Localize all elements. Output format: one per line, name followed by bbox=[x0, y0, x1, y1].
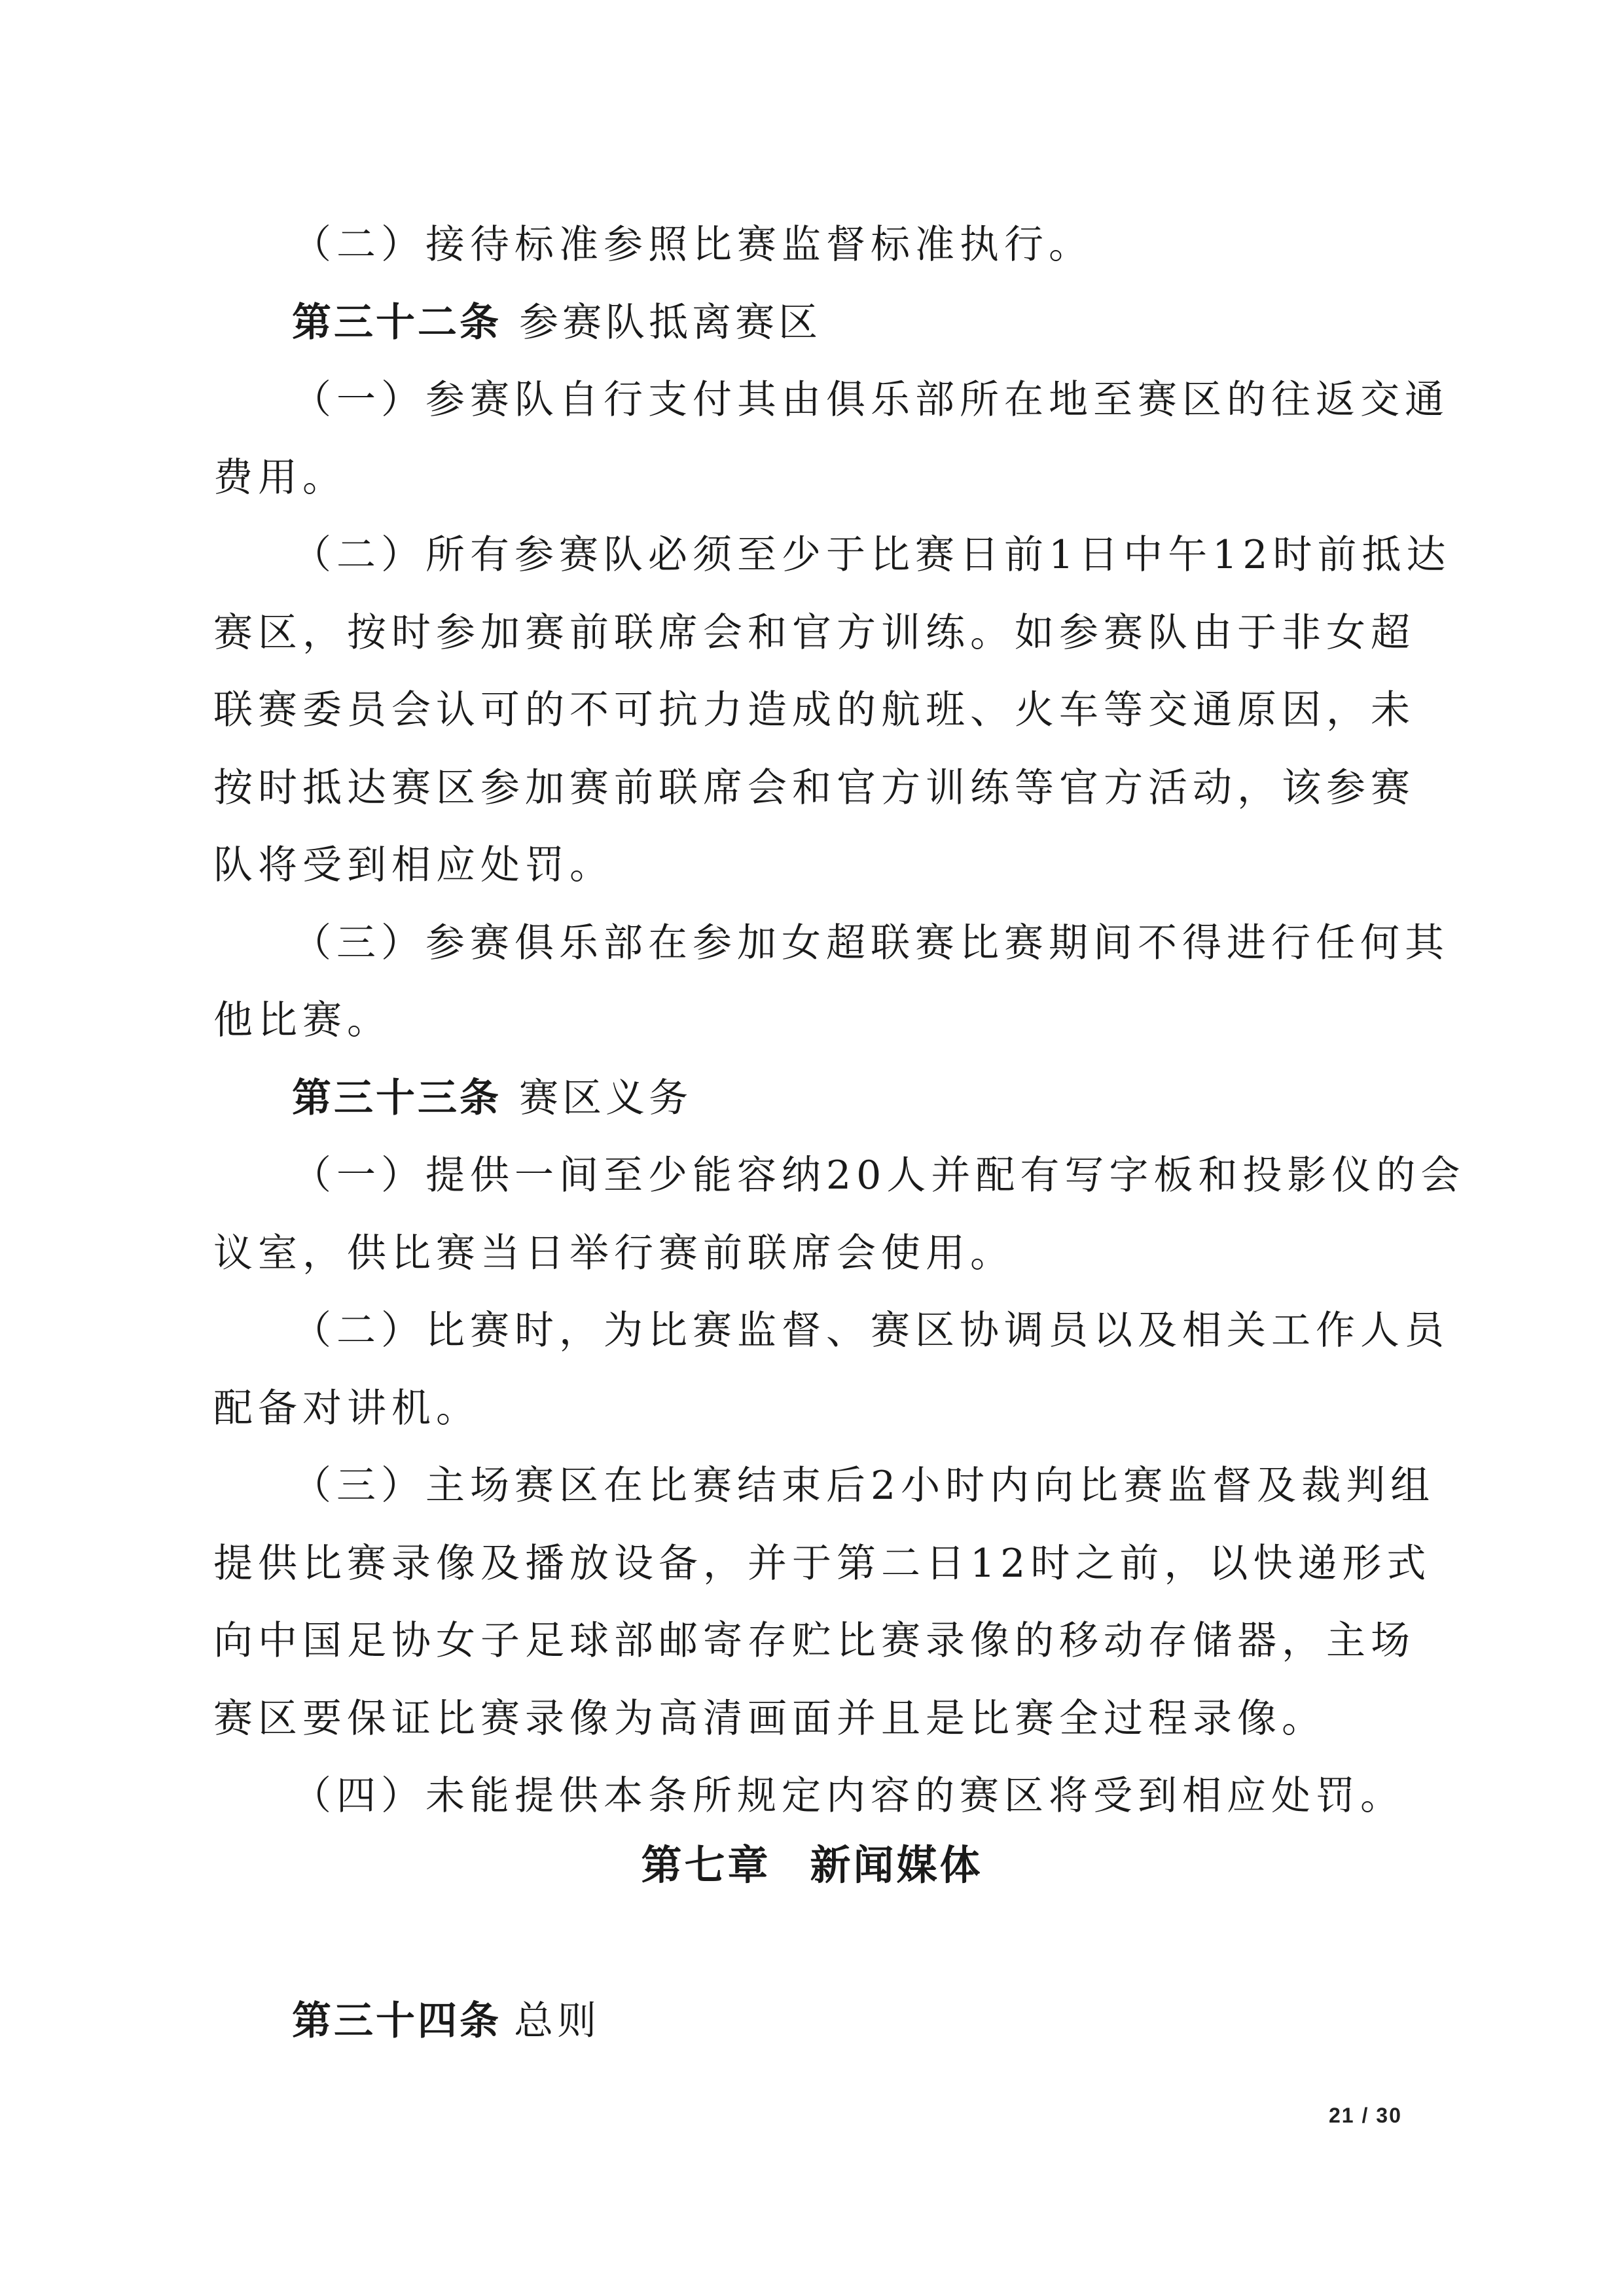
paragraph-line: 议室，供比赛当日举行赛前联席会使用。 bbox=[213, 1230, 1015, 1276]
paragraph-line: 赛区要保证比赛录像为高清画面并且是比赛全过程录像。 bbox=[213, 1695, 1326, 1742]
chapter-title: 新闻媒体 bbox=[810, 1841, 983, 1889]
paragraph-line: （二）接待标准参照比赛监督标准执行。 bbox=[292, 222, 1093, 268]
article-title: 参赛队抵离赛区 bbox=[519, 299, 822, 346]
article-heading bbox=[213, 1060, 1415, 1138]
paragraph-line: 费用。 bbox=[213, 454, 347, 501]
paragraph-line: 按时抵达赛区参加赛前联席会和官方训练等官方活动，该参赛 bbox=[213, 764, 1415, 811]
paragraph-line: 向中国足协女子足球部邮寄存贮比赛录像的移动存储器，主场 bbox=[213, 1618, 1415, 1664]
article-number: 第三十二条 bbox=[292, 299, 501, 346]
paragraph-line: 队将受到相应处罚。 bbox=[213, 842, 614, 888]
article-number: 第三十三条 bbox=[292, 1075, 501, 1121]
article-title: 赛区义务 bbox=[519, 1075, 693, 1121]
article-title: 总则 bbox=[514, 1998, 601, 2044]
paragraph-line: （二）所有参赛队必须至少于比赛日前1日中午12时前抵达 bbox=[292, 532, 1451, 578]
paragraph-line: 他比赛。 bbox=[213, 997, 391, 1043]
article-number: 第三十四条 bbox=[292, 1998, 501, 2044]
paragraph-line: （二）比赛时，为比赛监督、赛区协调员以及相关工作人员 bbox=[292, 1308, 1449, 1354]
page-number: 21 / 30 bbox=[1329, 2104, 1402, 2127]
paragraph-line: （三）主场赛区在比赛结束后2小时内向比赛监督及裁判组 bbox=[292, 1463, 1435, 1509]
paragraph-line: 配备对讲机。 bbox=[213, 1385, 480, 1431]
article-heading bbox=[213, 284, 1415, 362]
paragraph-line: （三）参赛俱乐部在参加女超联赛比赛期间不得进行任何其 bbox=[292, 920, 1449, 966]
paragraph-line: （一）提供一间至少能容纳20人并配有写字板和投影仪的会 bbox=[292, 1153, 1466, 1198]
paragraph-line: （一）参赛队自行支付其由俱乐部所在地至赛区的往返交通 bbox=[292, 377, 1449, 423]
chapter-number: 第七章 bbox=[641, 1841, 771, 1889]
paragraph-line: 联赛委员会认可的不可抗力造成的航班、火车等交通原因，未 bbox=[213, 687, 1415, 733]
article-heading bbox=[292, 1990, 600, 2046]
body-text bbox=[213, 206, 1466, 1835]
chapter-heading bbox=[0, 1833, 1624, 1891]
paragraph-line: 赛区，按时参加赛前联席会和官方训练。如参赛队由于非女超 bbox=[213, 609, 1415, 656]
paragraph-line: （四）未能提供本条所规定内容的赛区将受到相应处罚。 bbox=[292, 1773, 1405, 1819]
paragraph-line: 提供比赛录像及播放设备，并于第二日12时之前，以快递形式 bbox=[213, 1540, 1432, 1587]
